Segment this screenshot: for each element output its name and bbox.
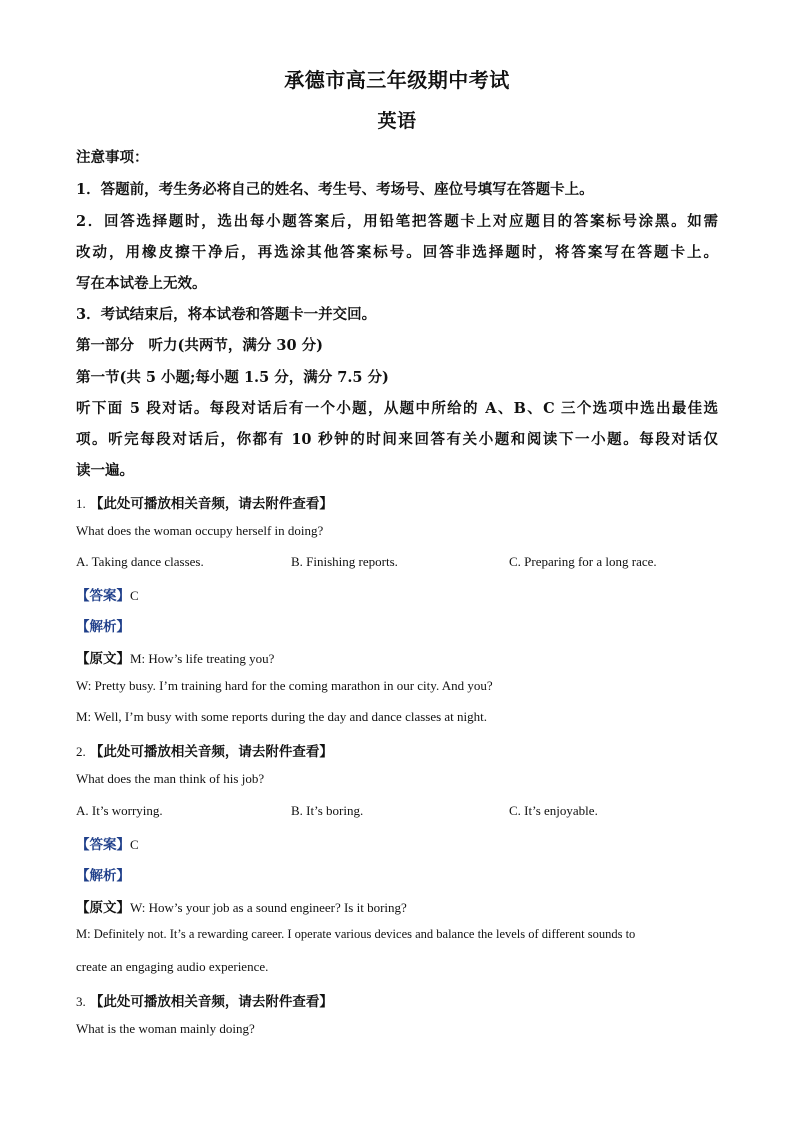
section1-heading: 第一节(共 5 小题;每小题 1.5 分，满分 7.5 分) <box>76 369 389 386</box>
notice-item-2-line-2: 改动，用橡皮擦干净后，再选涂其他答案标号。回答非选择题时，将答案写在答题卡上。 <box>76 244 718 261</box>
q2-original-line-2: M: Definitely not. It’s a rewarding career. I operate various devices and balance the levels of different sounds to <box>76 927 636 941</box>
q2-question: What does the man think of his job? <box>76 771 265 786</box>
q2-analysis-label: 【解析】 <box>76 868 130 884</box>
q1-answer-row <box>76 584 139 604</box>
notice-item-3: 3．考试结束后，将本试卷和答题卡一并交回。 <box>76 306 377 323</box>
q3-audio-note[interactable]: 【此处可播放相关音频，请去附件查看】 <box>89 994 333 1010</box>
q1-header <box>76 492 333 512</box>
q2-original-line-1 <box>76 896 407 916</box>
q3-question: What is the woman mainly doing? <box>76 1021 255 1036</box>
q2-audio-note[interactable]: 【此处可播放相关音频，请去附件查看】 <box>89 744 333 760</box>
notice-item-1: 1．答题前，考生务必将自己的姓名、考生号、考场号、座位号填写在答题卡上。 <box>76 181 594 198</box>
q3-number: 3. <box>76 994 86 1009</box>
original-label: 【原文】 <box>76 651 130 667</box>
instructions-line-3: 读一遍。 <box>76 462 134 479</box>
q2-option-b: B. It’s boring. <box>291 803 364 818</box>
q2-original-line-3: create an engaging audio experience. <box>76 959 269 974</box>
q1-option-a: A. Taking dance classes. <box>76 554 204 569</box>
q1-question: What does the woman occupy herself in doing? <box>76 523 324 538</box>
q1-answer: C <box>130 588 139 603</box>
instructions-line-2: 项。听完每段对话后，你都有 10 秒钟的时间来回答有关小题和阅读下一小题。每段对话仅 <box>76 431 718 448</box>
answer-label: 【答案】 <box>76 588 130 604</box>
q1-original-line-3: M: Well, I’m busy with some reports during the day and dance classes at night. <box>76 709 488 724</box>
part1-heading: 第一部分 听力(共两节，满分 30 分) <box>76 337 323 354</box>
q1-orig-text-1: M: How’s life treating you? <box>130 651 275 666</box>
instructions-line-1: 听下面 5 段对话。每段对话后有一个小题，从题中所给的 A、B、C 三个选项中选出最佳选 <box>76 400 718 417</box>
exam-title: 承德市高三年级期中考试 <box>284 68 510 92</box>
notice-item-2-line-3: 写在本试卷上无效。 <box>76 275 207 292</box>
q1-analysis-label: 【解析】 <box>76 619 130 635</box>
q2-option-a: A. It’s worrying. <box>76 803 163 818</box>
q2-option-c: C. It’s enjoyable. <box>509 803 598 818</box>
q1-original-line-1 <box>76 647 274 667</box>
q2-answer-row <box>76 833 139 853</box>
q1-number: 1. <box>76 496 86 511</box>
q1-original-line-2: W: Pretty busy. I’m training hard for the coming marathon in our city. And you? <box>76 678 493 693</box>
notice-heading: 注意事项： <box>76 149 149 166</box>
q1-option-b: B. Finishing reports. <box>291 554 398 569</box>
q2-number: 2. <box>76 744 86 759</box>
answer-label: 【答案】 <box>76 837 130 853</box>
original-label: 【原文】 <box>76 900 130 916</box>
subject-title: 英语 <box>377 110 417 132</box>
q2-orig-text-1: W: How’s your job as a sound engineer? Is it boring? <box>130 900 407 915</box>
q2-header <box>76 740 333 760</box>
q1-audio-note[interactable]: 【此处可播放相关音频，请去附件查看】 <box>89 496 333 512</box>
q3-header <box>76 990 333 1010</box>
q2-answer: C <box>130 837 139 852</box>
q1-option-c: C. Preparing for a long race. <box>509 554 657 569</box>
notice-item-2-line-1: 2．回答选择题时，选出每小题答案后，用铅笔把答题卡上对应题目的答案标号涂黑。如需 <box>76 213 718 230</box>
